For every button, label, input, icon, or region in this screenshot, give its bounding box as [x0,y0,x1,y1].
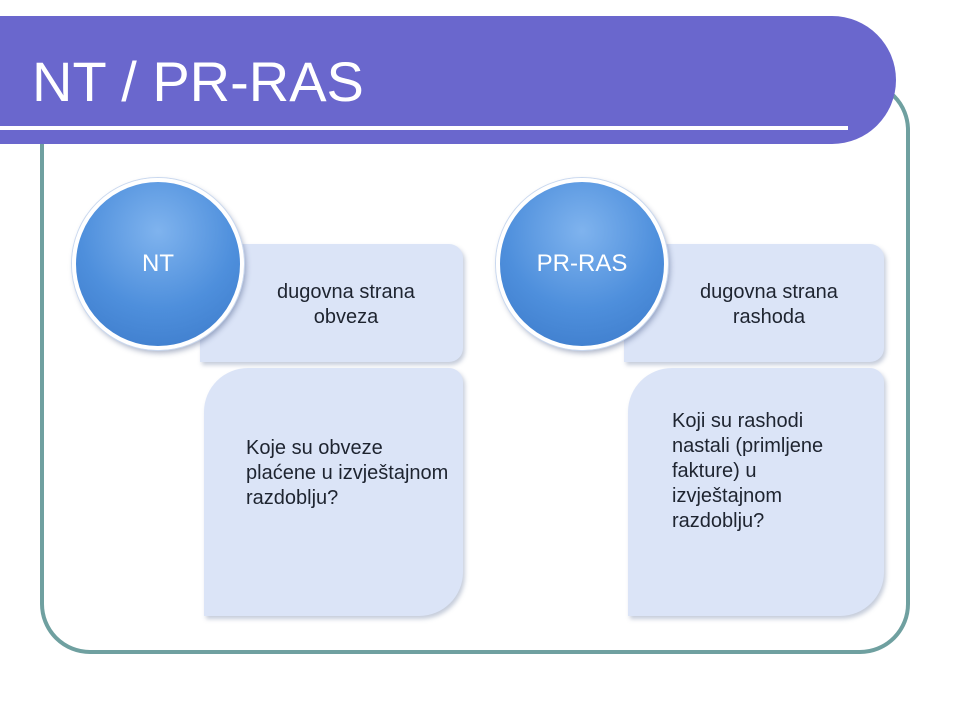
title-underline [0,126,848,130]
circle-label: PR-RAS [536,250,628,277]
top-box-text: dugovna strana rashoda [700,281,838,328]
bottom-box-text: Koje su obveze plaćene u izvještajnom razdoblju? [246,437,449,509]
circle-pr-ras [496,178,668,350]
title-band [0,16,896,144]
top-box-text: dugovna strana obveza [277,281,415,328]
slide-title: NT / PR-RAS [32,50,364,113]
circle-label: NT [142,250,174,277]
bottom-box-pr-ras [628,368,884,616]
circle-nt [72,178,244,350]
bottom-box-nt [204,368,463,616]
bottom-box-text: Koji su rashodi nastali (primljene fakture) u izvještajnom razdoblju? [672,410,824,532]
